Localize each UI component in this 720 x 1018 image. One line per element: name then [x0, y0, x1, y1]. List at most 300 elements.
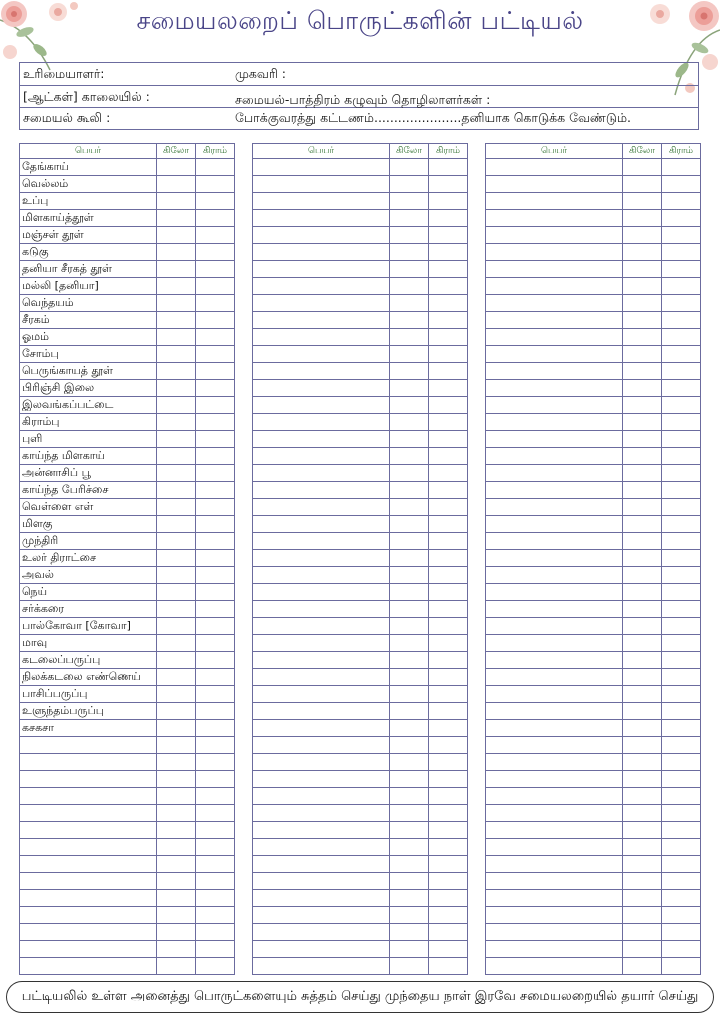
gram-cell[interactable] [196, 822, 235, 839]
gram-cell[interactable] [429, 601, 468, 618]
gram-cell[interactable] [429, 380, 468, 397]
gram-cell[interactable] [429, 890, 468, 907]
table-row [20, 652, 235, 669]
gram-cell[interactable] [429, 159, 468, 176]
gram-cell[interactable] [196, 499, 235, 516]
kilo-cell[interactable] [390, 618, 429, 635]
gram-cell[interactable] [429, 499, 468, 516]
kilo-cell[interactable] [390, 516, 429, 533]
kilo-cell[interactable] [157, 839, 196, 856]
kilo-cell[interactable] [623, 312, 662, 329]
kilo-cell[interactable] [390, 958, 429, 975]
kilo-cell[interactable] [623, 618, 662, 635]
gram-cell[interactable] [662, 907, 701, 924]
gram-cell[interactable] [662, 261, 701, 278]
gram-cell[interactable] [662, 482, 701, 499]
gram-cell[interactable] [429, 754, 468, 771]
kilo-cell[interactable] [157, 159, 196, 176]
kilo-cell[interactable] [623, 482, 662, 499]
kilo-cell[interactable] [623, 295, 662, 312]
gram-cell[interactable] [196, 346, 235, 363]
kilo-cell[interactable] [390, 839, 429, 856]
kilo-cell[interactable] [623, 363, 662, 380]
kilo-cell[interactable] [157, 669, 196, 686]
kilo-cell[interactable] [623, 907, 662, 924]
kilo-cell[interactable] [157, 227, 196, 244]
gram-cell[interactable] [429, 346, 468, 363]
gram-cell[interactable] [429, 516, 468, 533]
kilo-cell[interactable] [623, 805, 662, 822]
kilo-cell[interactable] [157, 397, 196, 414]
kilo-cell[interactable] [157, 618, 196, 635]
kilo-cell[interactable] [390, 907, 429, 924]
gram-cell[interactable] [196, 193, 235, 210]
kilo-cell[interactable] [157, 924, 196, 941]
kilo-cell[interactable] [390, 924, 429, 941]
gram-cell[interactable] [196, 686, 235, 703]
kilo-cell[interactable] [623, 941, 662, 958]
kilo-cell[interactable] [390, 227, 429, 244]
gram-cell[interactable] [196, 210, 235, 227]
gram-cell[interactable] [662, 431, 701, 448]
kilo-cell[interactable] [623, 788, 662, 805]
kilo-cell[interactable] [157, 329, 196, 346]
kilo-cell[interactable] [623, 856, 662, 873]
gram-cell[interactable] [429, 176, 468, 193]
gram-cell[interactable] [196, 924, 235, 941]
gram-cell[interactable] [196, 516, 235, 533]
kilo-cell[interactable] [157, 482, 196, 499]
gram-cell[interactable] [662, 788, 701, 805]
gram-cell[interactable] [662, 210, 701, 227]
gram-cell[interactable] [429, 703, 468, 720]
gram-cell[interactable] [429, 482, 468, 499]
gram-cell[interactable] [196, 380, 235, 397]
kilo-cell[interactable] [623, 244, 662, 261]
kilo-cell[interactable] [390, 431, 429, 448]
kilo-cell[interactable] [157, 278, 196, 295]
kilo-cell[interactable] [623, 652, 662, 669]
gram-cell[interactable] [662, 584, 701, 601]
gram-cell[interactable] [662, 924, 701, 941]
kilo-cell[interactable] [157, 805, 196, 822]
kilo-cell[interactable] [390, 635, 429, 652]
table-row [20, 431, 235, 448]
kilo-cell[interactable] [157, 703, 196, 720]
gram-cell[interactable] [196, 363, 235, 380]
gram-cell[interactable] [429, 210, 468, 227]
kilo-cell[interactable] [390, 465, 429, 482]
gram-cell[interactable] [662, 567, 701, 584]
kilo-cell[interactable] [390, 754, 429, 771]
gram-cell[interactable] [429, 550, 468, 567]
kilo-cell[interactable] [623, 822, 662, 839]
gram-cell[interactable] [196, 431, 235, 448]
kilo-cell[interactable] [390, 346, 429, 363]
table-row [20, 176, 235, 193]
kilo-cell[interactable] [157, 516, 196, 533]
kilo-cell[interactable] [390, 261, 429, 278]
gram-cell[interactable] [662, 346, 701, 363]
kilo-cell[interactable] [623, 720, 662, 737]
gram-cell[interactable] [196, 329, 235, 346]
gram-cell[interactable] [662, 771, 701, 788]
gram-cell[interactable] [429, 278, 468, 295]
kilo-cell[interactable] [623, 380, 662, 397]
kilo-cell[interactable] [623, 465, 662, 482]
kilo-cell[interactable] [390, 482, 429, 499]
gram-cell[interactable] [196, 669, 235, 686]
gram-cell[interactable] [429, 618, 468, 635]
gram-cell[interactable] [429, 261, 468, 278]
kilo-cell[interactable] [390, 771, 429, 788]
kilo-cell[interactable] [623, 737, 662, 754]
gram-cell[interactable] [662, 414, 701, 431]
gram-cell[interactable] [662, 227, 701, 244]
kilo-cell[interactable] [390, 533, 429, 550]
item-name-cell [253, 618, 390, 635]
kilo-cell[interactable] [623, 890, 662, 907]
kilo-cell[interactable] [623, 261, 662, 278]
kilo-cell[interactable] [157, 958, 196, 975]
kilo-cell[interactable] [157, 431, 196, 448]
table-row [20, 210, 235, 227]
kilo-cell[interactable] [157, 244, 196, 261]
gram-cell[interactable] [429, 397, 468, 414]
gram-cell[interactable] [662, 873, 701, 890]
kilo-cell[interactable] [390, 720, 429, 737]
item-name-cell [486, 312, 623, 329]
gram-cell[interactable] [662, 533, 701, 550]
gram-cell[interactable] [662, 839, 701, 856]
kilo-cell[interactable] [157, 448, 196, 465]
gram-cell[interactable] [196, 737, 235, 754]
kilo-cell[interactable] [157, 261, 196, 278]
kilo-cell[interactable] [390, 380, 429, 397]
kilo-cell[interactable] [623, 159, 662, 176]
gram-cell[interactable] [196, 788, 235, 805]
kilo-cell[interactable] [157, 686, 196, 703]
gram-cell[interactable] [429, 312, 468, 329]
kilo-cell[interactable] [623, 414, 662, 431]
gram-cell[interactable] [429, 533, 468, 550]
gram-cell[interactable] [429, 907, 468, 924]
gram-cell[interactable] [196, 159, 235, 176]
kilo-cell[interactable] [623, 686, 662, 703]
gram-cell[interactable] [196, 261, 235, 278]
gram-cell[interactable] [196, 482, 235, 499]
gram-cell[interactable] [196, 618, 235, 635]
kilo-cell[interactable] [390, 873, 429, 890]
kilo-cell[interactable] [157, 533, 196, 550]
kilo-cell[interactable] [390, 788, 429, 805]
gram-cell[interactable] [196, 584, 235, 601]
kilo-cell[interactable] [390, 397, 429, 414]
gram-cell[interactable] [662, 856, 701, 873]
gram-cell[interactable] [429, 958, 468, 975]
table-row [20, 771, 235, 788]
gram-cell[interactable] [662, 703, 701, 720]
gram-cell[interactable] [662, 822, 701, 839]
gram-cell[interactable] [662, 244, 701, 261]
item-name-cell: உப்பு [20, 193, 157, 210]
gram-cell[interactable] [662, 159, 701, 176]
gram-cell[interactable] [196, 856, 235, 873]
gram-cell[interactable] [662, 737, 701, 754]
kilo-cell[interactable] [390, 822, 429, 839]
kilo-cell[interactable] [623, 431, 662, 448]
kilo-cell[interactable] [157, 788, 196, 805]
gram-cell[interactable] [196, 941, 235, 958]
gram-cell[interactable] [429, 584, 468, 601]
kilo-cell[interactable] [623, 227, 662, 244]
kilo-cell[interactable] [157, 210, 196, 227]
kilo-cell[interactable] [157, 822, 196, 839]
gram-cell[interactable] [196, 839, 235, 856]
kilo-cell[interactable] [390, 890, 429, 907]
gram-cell[interactable] [196, 720, 235, 737]
kilo-cell[interactable] [157, 771, 196, 788]
kilo-cell[interactable] [623, 873, 662, 890]
gram-cell[interactable] [196, 805, 235, 822]
kilo-cell[interactable] [390, 686, 429, 703]
gram-cell[interactable] [429, 686, 468, 703]
kilo-cell[interactable] [623, 550, 662, 567]
gram-cell[interactable] [196, 890, 235, 907]
gram-cell[interactable] [429, 193, 468, 210]
gram-cell[interactable] [662, 295, 701, 312]
kilo-cell[interactable] [390, 244, 429, 261]
gram-cell[interactable] [429, 822, 468, 839]
kilo-cell[interactable] [623, 958, 662, 975]
gram-cell[interactable] [429, 839, 468, 856]
gram-cell[interactable] [429, 652, 468, 669]
kilo-cell[interactable] [390, 737, 429, 754]
kilo-cell[interactable] [157, 941, 196, 958]
kilo-cell[interactable] [157, 907, 196, 924]
gram-cell[interactable] [662, 516, 701, 533]
kilo-cell[interactable] [623, 329, 662, 346]
gram-cell[interactable] [429, 244, 468, 261]
gram-cell[interactable] [662, 805, 701, 822]
kilo-cell[interactable] [623, 499, 662, 516]
kilo-cell[interactable] [157, 567, 196, 584]
gram-cell[interactable] [662, 652, 701, 669]
kilo-cell[interactable] [390, 448, 429, 465]
gram-cell[interactable] [196, 414, 235, 431]
gram-cell[interactable] [196, 567, 235, 584]
kilo-cell[interactable] [390, 295, 429, 312]
gram-cell[interactable] [196, 652, 235, 669]
kilo-cell[interactable] [157, 312, 196, 329]
gram-cell[interactable] [662, 380, 701, 397]
gram-cell[interactable] [429, 227, 468, 244]
gram-cell[interactable] [429, 873, 468, 890]
kilo-cell[interactable] [157, 363, 196, 380]
kilo-cell[interactable] [623, 754, 662, 771]
kilo-cell[interactable] [623, 346, 662, 363]
gram-cell[interactable] [429, 329, 468, 346]
kilo-cell[interactable] [623, 601, 662, 618]
kilo-cell[interactable] [390, 856, 429, 873]
gram-cell[interactable] [662, 312, 701, 329]
gram-cell[interactable] [662, 499, 701, 516]
kilo-cell[interactable] [390, 414, 429, 431]
kilo-cell[interactable] [157, 601, 196, 618]
kilo-cell[interactable] [390, 363, 429, 380]
gram-cell[interactable] [662, 720, 701, 737]
gram-cell[interactable] [662, 465, 701, 482]
gram-cell[interactable] [662, 278, 701, 295]
gram-cell[interactable] [196, 703, 235, 720]
gram-cell[interactable] [662, 669, 701, 686]
kilo-cell[interactable] [390, 278, 429, 295]
gram-cell[interactable] [196, 312, 235, 329]
gram-cell[interactable] [429, 941, 468, 958]
kilo-cell[interactable] [390, 567, 429, 584]
kilo-cell[interactable] [390, 703, 429, 720]
table-row [20, 703, 235, 720]
gram-cell[interactable] [196, 278, 235, 295]
item-name-cell [486, 414, 623, 431]
gram-cell[interactable] [662, 363, 701, 380]
gram-cell[interactable] [196, 635, 235, 652]
gram-cell[interactable] [429, 567, 468, 584]
kilo-cell[interactable] [390, 159, 429, 176]
gram-cell[interactable] [662, 601, 701, 618]
kilo-cell[interactable] [623, 839, 662, 856]
kilo-cell[interactable] [157, 499, 196, 516]
item-name-cell [253, 788, 390, 805]
kilo-cell[interactable] [623, 635, 662, 652]
gram-cell[interactable] [662, 686, 701, 703]
kilo-cell[interactable] [390, 652, 429, 669]
gram-cell[interactable] [662, 890, 701, 907]
gram-cell[interactable] [196, 176, 235, 193]
kilo-cell[interactable] [623, 516, 662, 533]
gram-cell[interactable] [196, 958, 235, 975]
gram-cell[interactable] [429, 448, 468, 465]
kilo-cell[interactable] [623, 771, 662, 788]
kilo-cell[interactable] [157, 584, 196, 601]
gram-cell[interactable] [429, 856, 468, 873]
kilo-cell[interactable] [623, 448, 662, 465]
kilo-cell[interactable] [390, 312, 429, 329]
gram-cell[interactable] [662, 397, 701, 414]
gram-cell[interactable] [196, 465, 235, 482]
gram-cell[interactable] [196, 533, 235, 550]
kilo-cell[interactable] [623, 584, 662, 601]
gram-cell[interactable] [196, 907, 235, 924]
kilo-cell[interactable] [623, 703, 662, 720]
gram-cell[interactable] [196, 601, 235, 618]
gram-cell[interactable] [196, 227, 235, 244]
kilo-cell[interactable] [157, 295, 196, 312]
kilo-cell[interactable] [157, 550, 196, 567]
gram-cell[interactable] [196, 754, 235, 771]
kilo-cell[interactable] [390, 941, 429, 958]
kilo-cell[interactable] [157, 346, 196, 363]
gram-cell[interactable] [662, 958, 701, 975]
kilo-cell[interactable] [157, 635, 196, 652]
gram-cell[interactable] [196, 550, 235, 567]
gram-cell[interactable] [429, 720, 468, 737]
gram-cell[interactable] [429, 788, 468, 805]
gram-cell[interactable] [429, 431, 468, 448]
gram-cell[interactable] [429, 771, 468, 788]
gram-cell[interactable] [662, 635, 701, 652]
gram-cell[interactable] [662, 754, 701, 771]
gram-cell[interactable] [429, 465, 468, 482]
gram-cell[interactable] [196, 448, 235, 465]
kilo-cell[interactable] [623, 924, 662, 941]
kilo-cell[interactable] [157, 720, 196, 737]
kilo-cell[interactable] [157, 465, 196, 482]
kilo-cell[interactable] [157, 652, 196, 669]
kilo-cell[interactable] [157, 873, 196, 890]
gram-cell[interactable] [429, 924, 468, 941]
kilo-cell[interactable] [623, 567, 662, 584]
kilo-cell[interactable] [623, 176, 662, 193]
gram-cell[interactable] [662, 176, 701, 193]
gram-cell[interactable] [662, 193, 701, 210]
kilo-cell[interactable] [390, 193, 429, 210]
kilo-cell[interactable] [623, 533, 662, 550]
gram-cell[interactable] [429, 635, 468, 652]
kilo-cell[interactable] [390, 210, 429, 227]
kilo-cell[interactable] [157, 380, 196, 397]
kilo-cell[interactable] [157, 890, 196, 907]
gram-cell[interactable] [429, 805, 468, 822]
gram-cell[interactable] [662, 941, 701, 958]
gram-cell[interactable] [196, 295, 235, 312]
gram-cell[interactable] [429, 737, 468, 754]
kilo-cell[interactable] [390, 499, 429, 516]
gram-cell[interactable] [662, 550, 701, 567]
kilo-cell[interactable] [390, 601, 429, 618]
gram-cell[interactable] [196, 397, 235, 414]
header-name: பெயர் [20, 144, 157, 159]
kilo-cell[interactable] [390, 669, 429, 686]
kilo-cell[interactable] [157, 193, 196, 210]
gram-cell[interactable] [662, 329, 701, 346]
kilo-cell[interactable] [157, 754, 196, 771]
kilo-cell[interactable] [157, 414, 196, 431]
kilo-cell[interactable] [623, 210, 662, 227]
kilo-cell[interactable] [390, 329, 429, 346]
gram-cell[interactable] [196, 771, 235, 788]
gram-cell[interactable] [429, 669, 468, 686]
gram-cell[interactable] [196, 873, 235, 890]
gram-cell[interactable] [429, 414, 468, 431]
kilo-cell[interactable] [390, 805, 429, 822]
kilo-cell[interactable] [623, 278, 662, 295]
gram-cell[interactable] [662, 618, 701, 635]
kilo-cell[interactable] [390, 550, 429, 567]
kilo-cell[interactable] [157, 176, 196, 193]
kilo-cell[interactable] [390, 584, 429, 601]
gram-cell[interactable] [662, 448, 701, 465]
gram-cell[interactable] [196, 244, 235, 261]
kilo-cell[interactable] [623, 397, 662, 414]
kilo-cell[interactable] [157, 856, 196, 873]
kilo-cell[interactable] [390, 176, 429, 193]
gram-cell[interactable] [429, 295, 468, 312]
kilo-cell[interactable] [157, 737, 196, 754]
kilo-cell[interactable] [623, 669, 662, 686]
gram-cell[interactable] [429, 363, 468, 380]
kilo-cell[interactable] [623, 193, 662, 210]
